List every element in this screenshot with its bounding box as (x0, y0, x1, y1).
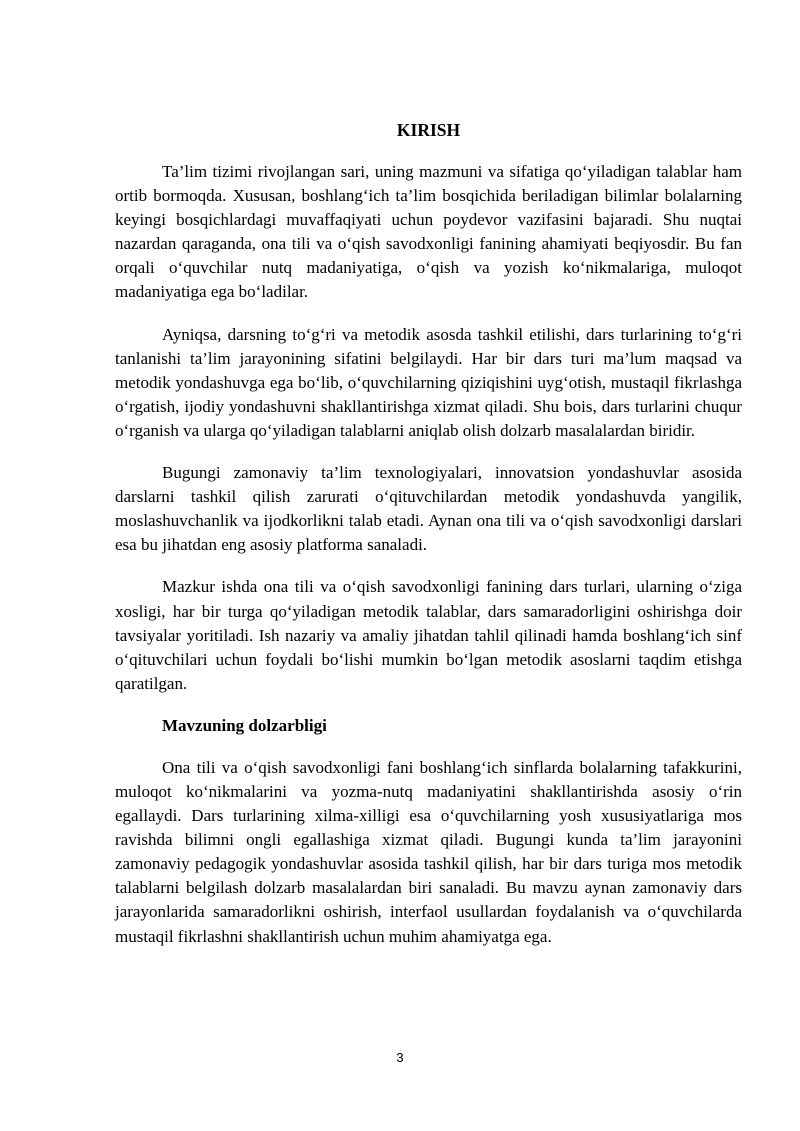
paragraph-5: Ona tili va o‘qish savodxonligi fani boshlang‘ich sinflarda bolalarning tafakkurini, muloqot ko‘nikmalarini va yozma-nutq madaniyatini shakllantirishda asosiy o‘rin egallaydi. Dars turlarining xilma-xilligi esa o‘quvchilarning yosh xususiyatlariga mos ravishda bilimni ongli egallashiga xizmat qiladi. Bugungi kunda ta’lim jarayonini zamonaviy pedagogik yondashuvlar asosida tashkil qilish, har bir dars turiga mos metodik talablarni belgilash dolzarb masalalardan biri sanaladi. Bu mavzu aynan zamonaviy dars jarayonlarida samaradorlikni oshirish, interfaol usullardan foydalanish va o‘quvchilarda mustaqil fikrlashni shakllantirish uchun muhim ahamiyatga ega. (115, 757, 742, 946)
subsection-heading: Mavzuning dolzarbligi (162, 715, 327, 735)
paragraph-3: Bugungi zamonaviy ta’lim texnologiyalari, innovatsion yondashuvlar asosida darslarni tashkil qilish zarurati o‘qituvchilardan metodik yondashuvda yangilik, moslashuvchanlik va ijodkorlikni talab etadi. Aynan ona tili va o‘qish savodxonligi darslari esa bu jihatdan eng asosiy platforma sanaladi. (115, 463, 742, 555)
page-number: 3 (396, 1050, 404, 1065)
paragraph-4: Mazkur ishda ona tili va o‘qish savodxonligi fanining dars turlari, ularning o‘ziga xosligi, har bir turga qo‘yiladigan metodik talablar, dars samaradorligini oshirishga doir tavsiyalar yoritiladi. Ish nazariy va amaliy jihatdan tahlil qilinadi hamda boshlang‘ich sinf o‘qituvchilari uchun foydali bo‘lishi mumkin bo‘lgan metodik asoslarni taqdim etishga qaratilgan. (115, 577, 742, 693)
paragraph-1: Ta’lim tizimi rivojlangan sari, uning mazmuni va sifatiga qo‘yiladigan talablar ham ortib bormoqda. Xususan, boshlang‘ich ta’lim bosqichida beriladigan bilimlar bolalarning keyingi bosqichlardagi muvaffaqiyati uchun poydevor vazifasini bajaradi. Shu nuqtai nazardan qaraganda, ona tili va o‘qish savodxonligi fanining ahamiyati beqiyosdir. Bu fan orqali o‘quvchilar nutq madaniyatiga, o‘qish va yozish ko‘nikmalariga, muloqot madaniyatiga ega bo‘ladilar. (115, 162, 742, 302)
section-heading: KIRISH (396, 120, 461, 140)
page-content (115, 118, 742, 967)
paragraph-2: Ayniqsa, darsning to‘g‘ri va metodik asosda tashkil etilishi, dars turlarining to‘g‘ri tanlanishi ta’lim jarayonining sifatini belgilaydi. Har bir dars turi ma’lum maqsad va metodik yondashuvga ega bo‘lib, o‘quvchilarning qiziqishini uyg‘otish, mustaqil fikrlashga o‘rgatish, ijodiy yondashuvni shakllantirishga xizmat qiladi. Shu bois, dars turlarini chuqur o‘rganish va ularga qo‘yiladigan talablarni aniqlab olish dolzarb masalalardan biridir. (115, 324, 742, 440)
